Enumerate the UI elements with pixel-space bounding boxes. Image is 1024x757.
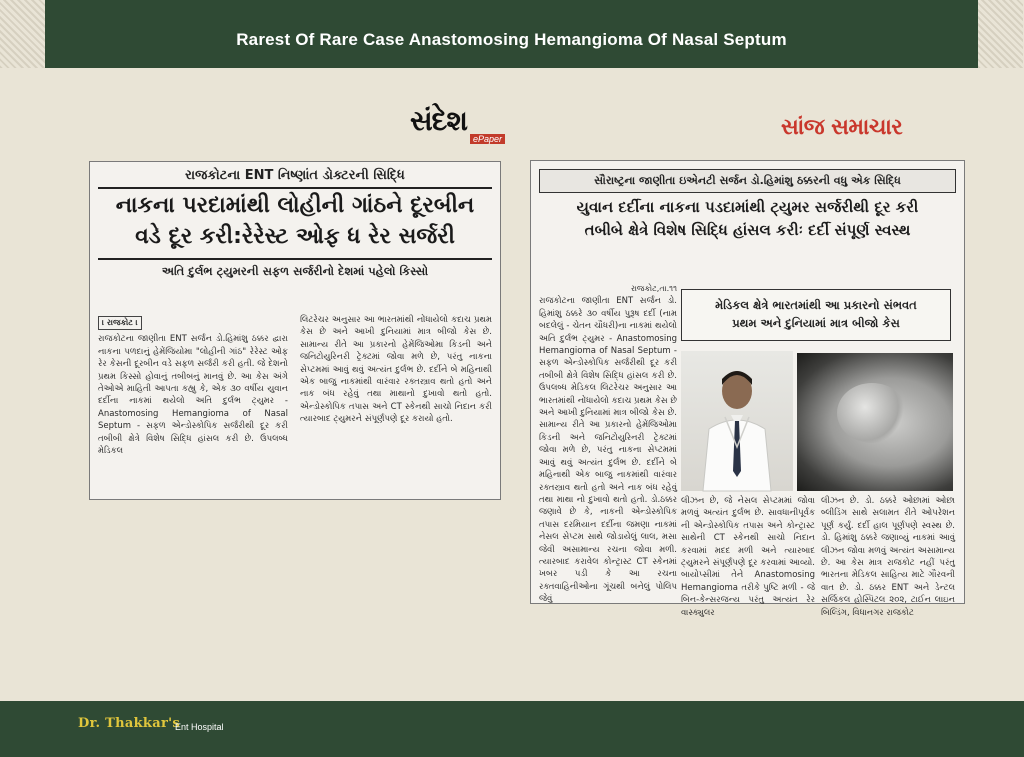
footer-brand-subtitle: Ent Hospital bbox=[175, 722, 224, 732]
saanj-samachar-logo: સાંજ સમાચાર bbox=[781, 114, 903, 140]
clip-b-headline-line1: યુવાન દર્દીના નાકના પડદામાંથી ટ્યુમર સર્જરીથી દૂર કરી bbox=[576, 198, 919, 216]
clip-a-kicker: રાજકોટના ENT નિષ્ણાંત ડોક્ટરની સિદ્ધિ bbox=[185, 168, 405, 183]
clip-b-column-2-text: લીઝન છે, જે નેસલ સેપ્ટમમાં જોવા મળવું અત્યંત દુર્લભ છે. સાવધાનીપૂર્વક ની એન્ડોસ્કોપિક તપાસ અને કોન્ટ્રાસ્ટ સાથેની CT સ્કેનથી સાચો નિદાન કરવામાં મદદ મળી અને ત્યારબાદ ટ્યુમરને સંપૂર્ણપણે દૂર કરવામાં આવ્યો. બાયોપ્સીમાં તેને Anastomosing Hemangioma તરીકે પુષ્ટિ મળી - જે બિન-કેન્સરજન્ય પરંતુ અત્યંત રેર વાસ્ક્યુલર bbox=[681, 496, 815, 618]
header-bar bbox=[45, 0, 978, 68]
footer-brand-name: Dr. Thakkar's bbox=[78, 716, 181, 731]
newspaper-clip-sandesh bbox=[89, 161, 501, 500]
clip-b-headline-line2: તબીબે ક્ષેત્રે વિશેષ સિદ્ધિ હાંસલ કરીઃ દર્દી સંપૂર્ણ સ્વસ્થ bbox=[584, 221, 911, 240]
clip-a-column-2-text: લિટરેચર અનુસાર આ ભારતમાંથી નોંધાયેલો કદાચ પ્રથમ કેસ છે અને આખી દુનિયામાં માત્ર બીજો કેસ છે. સામાન્ય રીતે આ પ્રકારનો હેમેંજિઓમા કિડની અને જનિટોયુરિનરી ટ્રેક્ટમાં જોવા મળે છે, પરંતુ નાકના સેપ્ટમમાં આવું થવું અત્યંત દુર્લભ છે. દર્દીને બે મહિનાથી એક બાજુ નાકમાંથી વારંવાર રક્તસ્ત્રાવ થતો હતો અને નાક બંધ રહેવું તથા માથાનો દુખાવો થતો હતો. એન્ડોસ્કોપિક તપાસ અને CT સ્કેનથી સાચો નિદાન કરી ત્યારબાદ ટ્યુમરને સંપૂર્ણપણે દૂર કરાયો હતો. bbox=[300, 315, 492, 425]
clip-a-headline-line1: નાકના પરદામાંથી લોહીની ગાંઠને દૂરબીન bbox=[115, 193, 475, 218]
clip-a-headline-line2: વડે દૂર કરી:રેરેસ્ટ ઓફ ધ રેર સર્જરી bbox=[135, 224, 455, 250]
clip-b-highlight-box bbox=[681, 289, 951, 341]
clip-b-dateline: રાજકોટ,તા.૧૧ bbox=[630, 284, 677, 293]
right-hatch-pattern bbox=[978, 0, 1023, 68]
clip-a-column-2 bbox=[300, 314, 492, 494]
clip-b-highlight-line2: પ્રથમ અને દુનિયામાં માત્ર બીજો કેસ bbox=[732, 316, 900, 330]
sandesh-logo-subtitle: ePaper bbox=[470, 134, 505, 144]
endoscopy-image bbox=[797, 353, 953, 491]
page-title: Rarest Of Rare Case Anastomosing Hemangioma Of Nasal Septum bbox=[236, 30, 787, 49]
clip-a-divider bbox=[98, 187, 492, 189]
doctor-illustration bbox=[681, 351, 793, 491]
clip-b-column-2 bbox=[681, 495, 815, 618]
clip-b-column-1-text: રાજકોટના જાણીતા ENT સર્જન ડો. હિમાંશુ ઠક્કરે ૩૦ વર્ષીય પુરૂષ દર્દી (નામ બદલેલું - ચેતન ચૌધરી)ના નાકમાં થયેલો અતિ દુર્લભ ટ્યુમર - Anastomosing Hemangioma of Nasal Septum - સફળ એન્ડોસ્કોપિક સર્જરીથી દૂર કરી તબીબી ક્ષેત્રે વિશેષ સિદ્ધિ હાંસલ કરી છે. ઉપલબ્ધ મેડિકલ લિટરેચર અનુસાર આ ભારતમાંથી નોંધાયેલો કદાચ પ્રથમ કેસ છે અને આખી દુનિયામાં માત્ર બીજો કેસ છે. સામાન્ય રીતે આ પ્રકારનો હેમેંજિઓમા કિડની અને જનિટોયુરિનરી ટ્રેક્ટમાં જોવા મળે છે, પરંતુ નાકના સેપ્ટમમાં આવું થવું અત્યંત દુર્લભ છે. દર્દીને બે મહિનાથી એક બાજુ નાકમાંથી વારંવાર રક્તસ્ત્રાવ થતો હતો અને નાક બંધ રહેવું તથા માથા નો દુખાવો થતો હતો. ડો.ઠક્કર જણાવે છે કે, નાકની એન્ડોસ્કોપિક તપાસ દરમિયાન દર્દીના જમણા નાકમાં નેસલ સેપ્ટમ સાથે જોડાયેલું લાલ, મસા જેવી અસામાન્ય રચના જોવા મળી. ત્યારબાદ કરાવેલ કોન્ટ્રાસ્ટ CT સ્કેનમાં ખબર પડી કે આ રચના રક્તવાહિનીઓના ગૂંચથી બનેલું પોલિપ જેવું bbox=[539, 296, 677, 605]
clip-b-column-3 bbox=[821, 495, 955, 618]
sandesh-logo-text: સંદેશ bbox=[410, 104, 467, 137]
clip-b-highlight-line1: મેડિકલ ક્ષેત્રે ભારતમાંથી આ પ્રકારનો સંભવત bbox=[715, 298, 917, 312]
clip-a-dateline: । રાજકોટ । bbox=[98, 316, 142, 330]
sandesh-logo bbox=[410, 106, 510, 146]
clip-a-column-1 bbox=[98, 314, 288, 494]
clip-a-subhead: અતિ દુર્લભ ટ્યુમરની સફળ સર્જરીનો દેશમાં પહેલો કિસ્સો bbox=[161, 263, 429, 278]
doctor-photo bbox=[681, 351, 793, 491]
clip-b-column-1 bbox=[539, 283, 677, 605]
clip-a-divider-2 bbox=[98, 258, 492, 260]
clip-b-column-3-text: લીઝન છે. ડો. ઠક્કરે ઓછામાં ઓછા બ્લીડિંગ સાથે સલામત રીતે ઓપરેશન પૂર્ણ કર્યું. દર્દી હાલ પૂર્ણપણે સ્વસ્થ છે. ડો. હિમાંશુ ઠક્કરે જણાવ્યું નાકમાં આવું લીઝન જોવા મળવું અત્યંત અસામાન્ય છે. આ કેસ માત્ર રાજકોટ નહીં પરંતુ ભારતના મેડિકલ સાહિત્ય માટે ગૌરવની વાત છે. ડો. ઠક્કર ENT અને ડેન્ટલ સર્જિકલ હોસ્પિટલ ૨૦૨, ટાઈન લાઇન બિલ્ડિંગ, વિધાનગર રાજકોટ bbox=[821, 496, 955, 618]
newspaper-clip-saanj-samachar bbox=[530, 160, 965, 618]
clip-a-column-1-text: રાજકોટના જાણીતા ENT સર્જન ડો.હિમાંશુ ઠક્કર દ્વારા નાકના પળદાનું હેમેંજિયોમા "લોહીની ગાંઠ" રેરેસ્ટ ઓફ રેર કેસની દૂરબીન વડે સફળ સર્જરી કરી હતી. જે દેશનો પ્રથમ કિસ્સો હોવાનું તબીબનું માનવું છે. આ કેસ અંગે તેઓએ માહિતી આપતા કહ્યુ કે, એક ૩૦ વર્ષીય યુવાન દર્દીના નાકમાં થયેલો અતિ દુર્લભ ટ્યુમર - Anastomosing Hemangioma of Nasal Septum - સફળ એન્ડોસ્કોપિક સર્જરીથી દૂર કરી તબીબી ક્ષેત્રે વિશેષ સિદ્ધિ હાંસલ કરી છે. ઉપલબ્ધ મેડિકલ bbox=[98, 334, 288, 457]
clip-b-kicker: સૌરાષ્ટ્રના જાણીતા ઇએનટી સર્જન ડો.હિમાંશુ ઠક્કરની વધુ એક સિદ્ધિ bbox=[539, 169, 956, 193]
left-hatch-pattern bbox=[0, 0, 45, 68]
